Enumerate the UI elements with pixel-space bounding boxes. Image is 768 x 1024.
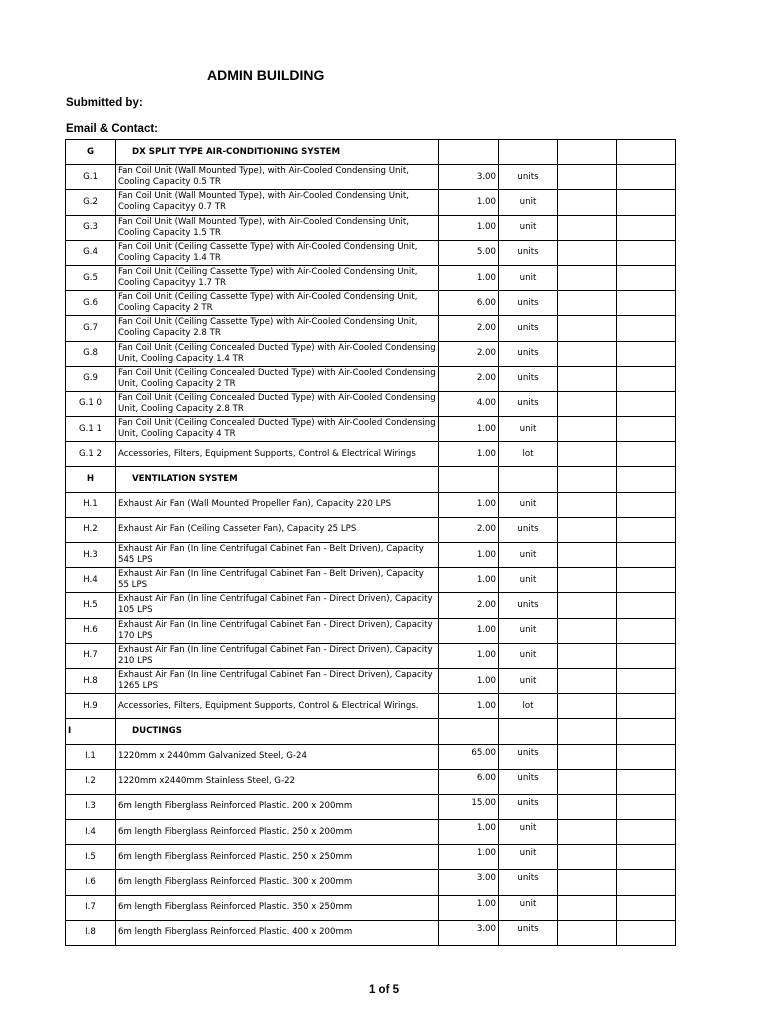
unit-price-cell <box>558 643 617 668</box>
unit-price-cell <box>558 467 617 492</box>
item-number-cell: H.3 <box>66 543 116 568</box>
description-cell: Exhaust Air Fan (In line Centrifugal Cabinet Fan - Direct Driven), Capacity 1265 LPS <box>116 668 439 693</box>
section-header-row <box>66 467 676 492</box>
description-cell: VENTILATION SYSTEM <box>116 467 439 492</box>
table-row <box>66 895 676 920</box>
table-row <box>66 240 676 265</box>
amount-cell <box>617 341 676 366</box>
unit-cell: unit <box>499 895 558 920</box>
item-number-cell: H.9 <box>66 694 116 719</box>
item-number-cell: I.7 <box>66 895 116 920</box>
table-row <box>66 845 676 870</box>
description-cell: Fan Coil Unit (Ceiling Concealed Ducted Type) with Air-Cooled Condensing Unit, Cooling Capacity 1.4 TR <box>116 341 439 366</box>
description-cell: Fan Coil Unit (Ceiling Cassette Type) with Air-Cooled Condensing Unit, Cooling Capacity 2.8 TR <box>116 316 439 341</box>
quantity-cell: 1.00 <box>439 568 499 593</box>
unit-cell: units <box>499 870 558 895</box>
amount-cell <box>617 719 676 744</box>
description-cell: Fan Coil Unit (Ceiling Concealed Ducted Type) with Air-Cooled Condensing Unit, Cooling Capacity 4 TR <box>116 417 439 442</box>
unit-price-cell <box>558 240 617 265</box>
description-cell: DUCTINGS <box>116 719 439 744</box>
description-cell: Fan Coil Unit (Ceiling Cassette Type) with Air-Cooled Condensing Unit, Cooling Capacity 2 TR <box>116 291 439 316</box>
quantity-cell: 1.00 <box>439 668 499 693</box>
table-row <box>66 341 676 366</box>
unit-cell: units <box>499 391 558 416</box>
unit-price-cell <box>558 794 617 819</box>
unit-cell: lot <box>499 694 558 719</box>
description-cell: Exhaust Air Fan (In line Centrifugal Cabinet Fan - Belt Driven), Capacity 55 LPS <box>116 568 439 593</box>
unit-cell: units <box>499 920 558 945</box>
unit-cell: units <box>499 744 558 769</box>
item-number-cell: G.5 <box>66 265 116 290</box>
table-row <box>66 568 676 593</box>
amount-cell <box>617 543 676 568</box>
description-cell: Fan Coil Unit (Ceiling Cassette Type) with Air-Cooled Condensing Unit, Cooling Capacityy 1.7 TR <box>116 265 439 290</box>
unit-price-cell <box>558 719 617 744</box>
quantity-cell: 1.00 <box>439 543 499 568</box>
submitted-by-label: Submitted by: <box>66 97 143 109</box>
unit-price-cell <box>558 668 617 693</box>
item-number-cell: I.3 <box>66 794 116 819</box>
section-header-row <box>66 140 676 165</box>
unit-cell: unit <box>499 417 558 442</box>
amount-cell <box>617 618 676 643</box>
item-number-cell: I.4 <box>66 820 116 845</box>
unit-price-cell <box>558 870 617 895</box>
unit-cell: units <box>499 291 558 316</box>
table-row <box>66 291 676 316</box>
amount-cell <box>617 668 676 693</box>
unit-cell: units <box>499 165 558 190</box>
item-number-cell: G.1 2 <box>66 442 116 467</box>
item-number-cell: I <box>66 719 116 744</box>
amount-cell <box>617 417 676 442</box>
page-number: 1 of 5 <box>368 984 400 996</box>
quantity-cell: 65.00 <box>439 744 499 769</box>
description-cell: 6m length Fiberglass Reinforced Plastic. 300 x 200mm <box>116 870 439 895</box>
page-title: ADMIN BUILDING <box>207 67 325 83</box>
item-number-cell: H.2 <box>66 517 116 542</box>
description-cell: Exhaust Air Fan (In line Centrifugal Cabinet Fan - Direct Driven), Capacity 105 LPS <box>116 593 439 618</box>
description-cell: 6m length Fiberglass Reinforced Plastic. 350 x 250mm <box>116 895 439 920</box>
table-row <box>66 391 676 416</box>
amount-cell <box>617 467 676 492</box>
item-number-cell: G.4 <box>66 240 116 265</box>
unit-cell: unit <box>499 190 558 215</box>
quantity-cell: 1.00 <box>439 820 499 845</box>
amount-cell <box>617 593 676 618</box>
quantity-cell: 1.00 <box>439 442 499 467</box>
quantity-cell <box>439 719 499 744</box>
item-number-cell: H.8 <box>66 668 116 693</box>
table-row <box>66 417 676 442</box>
description-cell: 6m length Fiberglass Reinforced Plastic. 250 x 250mm <box>116 845 439 870</box>
table-row <box>66 794 676 819</box>
unit-cell <box>499 719 558 744</box>
table-row <box>66 366 676 391</box>
table-row <box>66 165 676 190</box>
quantity-cell <box>439 140 499 165</box>
item-number-cell: I.5 <box>66 845 116 870</box>
description-cell: Accessories, Filters, Equipment Supports, Control & Electrical Wirings. <box>116 694 439 719</box>
quantity-cell: 3.00 <box>439 870 499 895</box>
unit-cell: units <box>499 341 558 366</box>
unit-price-cell <box>558 694 617 719</box>
table-row <box>66 215 676 240</box>
unit-price-cell <box>558 568 617 593</box>
unit-price-cell <box>558 543 617 568</box>
table-body <box>66 140 676 946</box>
quantity-cell: 1.00 <box>439 618 499 643</box>
quantity-cell: 2.00 <box>439 316 499 341</box>
unit-cell: unit <box>499 643 558 668</box>
item-number-cell: H.6 <box>66 618 116 643</box>
quantity-cell: 1.00 <box>439 845 499 870</box>
quantity-cell: 1.00 <box>439 895 499 920</box>
item-number-cell: G.9 <box>66 366 116 391</box>
amount-cell <box>617 391 676 416</box>
section-header-row <box>66 719 676 744</box>
amount-cell <box>617 895 676 920</box>
item-number-cell: G.6 <box>66 291 116 316</box>
table-row <box>66 694 676 719</box>
description-cell: Exhaust Air Fan (Wall Mounted Propeller Fan), Capacity 220 LPS <box>116 492 439 517</box>
amount-cell <box>617 165 676 190</box>
unit-price-cell <box>558 492 617 517</box>
quantity-cell: 2.00 <box>439 517 499 542</box>
quantity-cell: 1.00 <box>439 492 499 517</box>
unit-cell: unit <box>499 618 558 643</box>
item-number-cell: G.1 0 <box>66 391 116 416</box>
email-contact-label: Email & Contact: <box>66 123 159 135</box>
quantity-cell <box>439 467 499 492</box>
quantity-cell: 6.00 <box>439 291 499 316</box>
unit-cell: units <box>499 769 558 794</box>
unit-price-cell <box>558 316 617 341</box>
description-cell: Exhaust Air Fan (In line Centrifugal Cabinet Fan - Direct Driven), Capacity 170 LPS <box>116 618 439 643</box>
item-number-cell: H.1 <box>66 492 116 517</box>
item-number-cell: G.2 <box>66 190 116 215</box>
table-row <box>66 668 676 693</box>
amount-cell <box>617 845 676 870</box>
description-cell: 6m length Fiberglass Reinforced Plastic. 400 x 200mm <box>116 920 439 945</box>
unit-price-cell <box>558 391 617 416</box>
unit-price-cell <box>558 895 617 920</box>
bill-of-quantities-table <box>65 139 676 946</box>
table-row <box>66 442 676 467</box>
item-number-cell: I.8 <box>66 920 116 945</box>
unit-cell: units <box>499 794 558 819</box>
unit-cell: unit <box>499 492 558 517</box>
amount-cell <box>617 366 676 391</box>
table-row <box>66 492 676 517</box>
amount-cell <box>617 316 676 341</box>
description-cell: 1220mm x 2440mm Galvanized Steel, G-24 <box>116 744 439 769</box>
amount-cell <box>617 240 676 265</box>
unit-cell <box>499 467 558 492</box>
quantity-cell: 4.00 <box>439 391 499 416</box>
item-number-cell: G.8 <box>66 341 116 366</box>
unit-cell: lot <box>499 442 558 467</box>
amount-cell <box>617 291 676 316</box>
unit-cell: unit <box>499 845 558 870</box>
item-number-cell: I.1 <box>66 744 116 769</box>
amount-cell <box>617 643 676 668</box>
item-number-cell: H <box>66 467 116 492</box>
quantity-cell: 1.00 <box>439 694 499 719</box>
item-number-cell: H.4 <box>66 568 116 593</box>
table-row <box>66 920 676 945</box>
item-number-cell: I.6 <box>66 870 116 895</box>
unit-price-cell <box>558 140 617 165</box>
unit-price-cell <box>558 820 617 845</box>
amount-cell <box>617 820 676 845</box>
quantity-cell: 5.00 <box>439 240 499 265</box>
description-cell: Accessories, Filters, Equipment Supports, Control & Electrical Wirings <box>116 442 439 467</box>
item-number-cell: G.1 <box>66 165 116 190</box>
table-row <box>66 769 676 794</box>
quantity-cell: 2.00 <box>439 341 499 366</box>
description-cell: Exhaust Air Fan (Ceiling Casseter Fan), Capacity 25 LPS <box>116 517 439 542</box>
quantity-cell: 1.00 <box>439 417 499 442</box>
item-number-cell: H.5 <box>66 593 116 618</box>
amount-cell <box>617 265 676 290</box>
unit-price-cell <box>558 366 617 391</box>
unit-price-cell <box>558 442 617 467</box>
quantity-cell: 2.00 <box>439 593 499 618</box>
description-cell: DX SPLIT TYPE AIR-CONDITIONING SYSTEM <box>116 140 439 165</box>
table-row <box>66 618 676 643</box>
table-row <box>66 593 676 618</box>
item-number-cell: H.7 <box>66 643 116 668</box>
description-cell: Fan Coil Unit (Ceiling Concealed Ducted Type) with Air-Cooled Condensing Unit, Cooling Capacity 2.8 TR <box>116 391 439 416</box>
unit-price-cell <box>558 593 617 618</box>
description-cell: Exhaust Air Fan (In line Centrifugal Cabinet Fan - Direct Driven), Capacity 210 LPS <box>116 643 439 668</box>
unit-price-cell <box>558 215 617 240</box>
unit-cell: unit <box>499 543 558 568</box>
amount-cell <box>617 492 676 517</box>
item-number-cell: G.7 <box>66 316 116 341</box>
amount-cell <box>617 215 676 240</box>
table-row <box>66 316 676 341</box>
description-cell: Fan Coil Unit (Wall Mounted Type), with Air-Cooled Condensing Unit, Cooling Capacity 0.5 TR <box>116 165 439 190</box>
description-cell: 1220mm x2440mm Stainless Steel, G-22 <box>116 769 439 794</box>
item-number-cell: I.2 <box>66 769 116 794</box>
amount-cell <box>617 694 676 719</box>
amount-cell <box>617 190 676 215</box>
description-cell: Fan Coil Unit (Wall Mounted Type), with Air-Cooled Condensing Unit, Cooling Capacity 1.5 TR <box>116 215 439 240</box>
quantity-cell: 1.00 <box>439 190 499 215</box>
quantity-cell: 1.00 <box>439 265 499 290</box>
table-row <box>66 643 676 668</box>
description-cell: 6m length Fiberglass Reinforced Plastic. 200 x 200mm <box>116 794 439 819</box>
unit-price-cell <box>558 417 617 442</box>
unit-cell: unit <box>499 215 558 240</box>
amount-cell <box>617 517 676 542</box>
item-number-cell: G <box>66 140 116 165</box>
description-cell: Fan Coil Unit (Ceiling Concealed Ducted Type) with Air-Cooled Condensing Unit, Cooling Capacity 2 TR <box>116 366 439 391</box>
quantity-cell: 3.00 <box>439 920 499 945</box>
amount-cell <box>617 442 676 467</box>
unit-cell <box>499 140 558 165</box>
quantity-cell: 1.00 <box>439 215 499 240</box>
amount-cell <box>617 769 676 794</box>
amount-cell <box>617 568 676 593</box>
unit-cell: units <box>499 517 558 542</box>
unit-price-cell <box>558 920 617 945</box>
item-number-cell: G.1 1 <box>66 417 116 442</box>
description-cell: 6m length Fiberglass Reinforced Plastic. 250 x 200mm <box>116 820 439 845</box>
unit-price-cell <box>558 291 617 316</box>
unit-cell: units <box>499 316 558 341</box>
unit-cell: units <box>499 240 558 265</box>
unit-price-cell <box>558 265 617 290</box>
table-row <box>66 820 676 845</box>
description-cell: Exhaust Air Fan (In line Centrifugal Cabinet Fan - Belt Driven), Capacity 545 LPS <box>116 543 439 568</box>
amount-cell <box>617 744 676 769</box>
unit-cell: unit <box>499 668 558 693</box>
unit-price-cell <box>558 618 617 643</box>
amount-cell <box>617 794 676 819</box>
unit-price-cell <box>558 769 617 794</box>
unit-price-cell <box>558 744 617 769</box>
table-row <box>66 190 676 215</box>
table-row <box>66 265 676 290</box>
unit-cell: unit <box>499 265 558 290</box>
description-cell: Fan Coil Unit (Ceiling Cassette Type) with Air-Cooled Condensing Unit, Cooling Capacity 1.4 TR <box>116 240 439 265</box>
table-row <box>66 744 676 769</box>
unit-price-cell <box>558 190 617 215</box>
amount-cell <box>617 920 676 945</box>
unit-cell: unit <box>499 568 558 593</box>
quantity-cell: 1.00 <box>439 643 499 668</box>
amount-cell <box>617 870 676 895</box>
quantity-cell: 6.00 <box>439 769 499 794</box>
unit-cell: units <box>499 593 558 618</box>
table-row <box>66 870 676 895</box>
quantity-cell: 2.00 <box>439 366 499 391</box>
quantity-cell: 3.00 <box>439 165 499 190</box>
item-number-cell: G.3 <box>66 215 116 240</box>
quantity-cell: 15.00 <box>439 794 499 819</box>
unit-price-cell <box>558 517 617 542</box>
amount-cell <box>617 140 676 165</box>
unit-price-cell <box>558 341 617 366</box>
unit-price-cell <box>558 165 617 190</box>
unit-price-cell <box>558 845 617 870</box>
unit-cell: units <box>499 366 558 391</box>
description-cell: Fan Coil Unit (Wall Mounted Type), with Air-Cooled Condensing Unit, Cooling Capacityy 0.7 TR <box>116 190 439 215</box>
table-row <box>66 543 676 568</box>
unit-cell: unit <box>499 820 558 845</box>
table-row <box>66 517 676 542</box>
